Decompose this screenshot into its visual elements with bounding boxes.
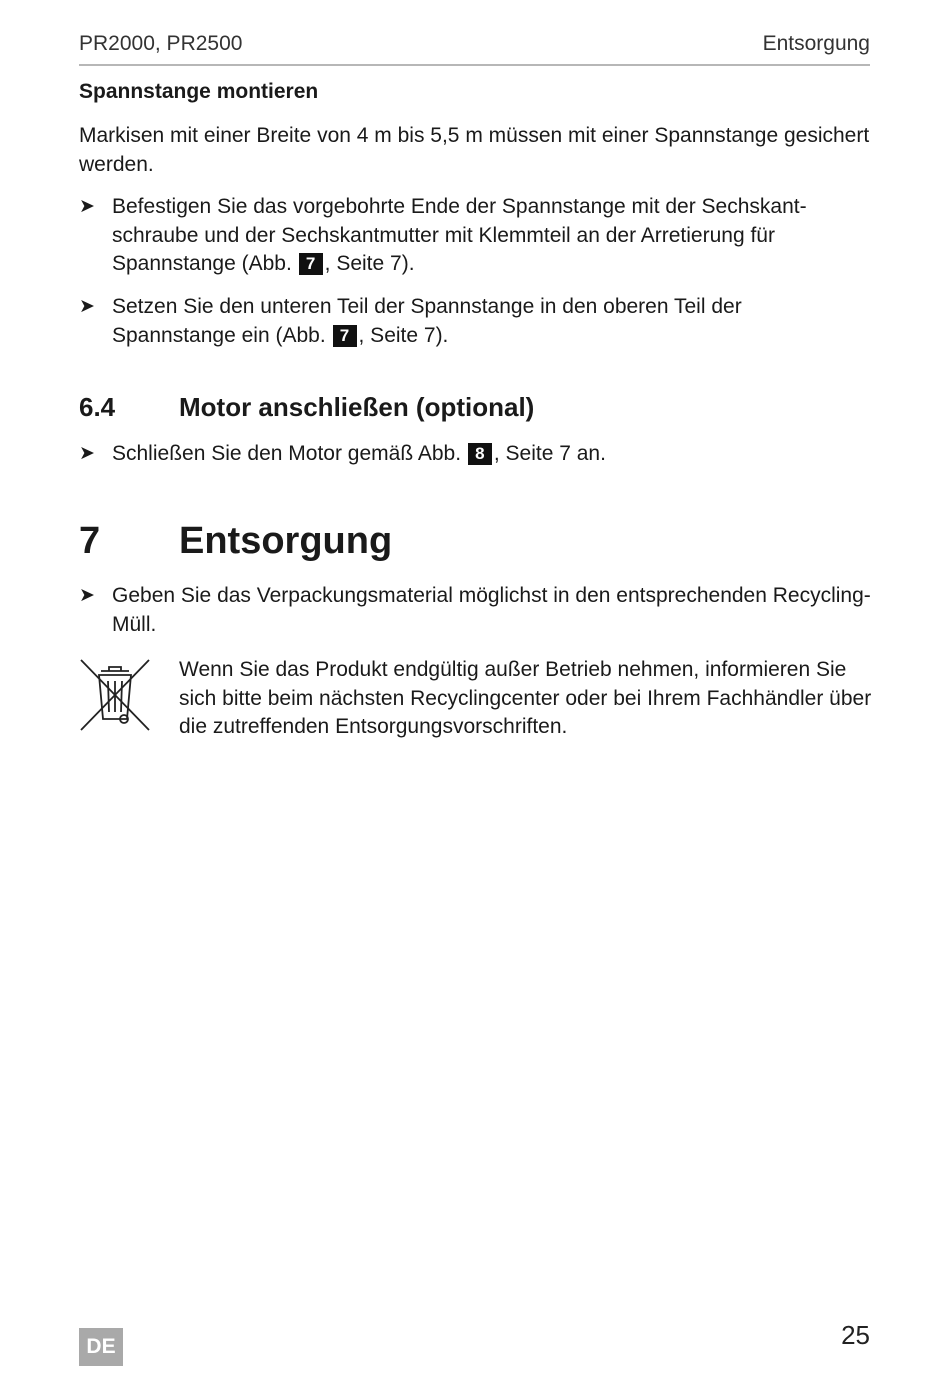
section-number: 6.4 (79, 392, 116, 422)
running-header (79, 30, 870, 66)
step-text: Setzen Sie den unteren Teil der Spannstange in den oberen Teil der Spannstange ein (Abb. (112, 295, 742, 347)
disposal-notice: Wenn Sie das Produkt endgültig außer Betrieb nehmen, informieren Sie sich bitte beim nächsten Recyclingcenter oder bei Ihrem Fachhändler über die zutreffenden Entsorgungsvorschriften. (179, 658, 872, 738)
bullet-arrow-icon: ➤ (79, 585, 95, 606)
step-text: Befestigen Sie das vorgebohrte Ende der Spannstange mit der Sechskant-schraube und der Sechskantmutter mit Klemmteil an der Arretierung für Spannstange (Abb. (112, 195, 807, 275)
crossed-out-wheelie-bin-icon (79, 658, 151, 732)
section-heading (79, 392, 534, 423)
section-title: Motor anschließen (optional) (179, 392, 535, 422)
bullet-arrow-icon: ➤ (79, 443, 95, 464)
step-text-tail: , Seite 7). (358, 323, 449, 347)
figure-ref-badge: 8 (468, 443, 492, 465)
header-chapter: Entsorgung (762, 32, 870, 55)
language-badge: DE (79, 1328, 123, 1366)
bullet-arrow-icon: ➤ (79, 196, 95, 217)
header-product: PR2000, PR2500 (79, 32, 243, 55)
figure-ref-badge: 7 (299, 253, 323, 275)
step-text: Schließen Sie den Motor gemäß Abb. (112, 442, 462, 465)
step-text: Geben Sie das Verpackungsmaterial möglichst in den entsprechenden Recycling-Müll. (112, 584, 871, 636)
figure-ref-badge: 7 (333, 325, 357, 347)
chapter-heading (79, 520, 392, 563)
step-text-tail: , Seite 7 an. (493, 442, 606, 465)
chapter-title: Entsorgung (179, 520, 393, 562)
page-number: 25 (841, 1320, 870, 1350)
list-item (79, 193, 871, 279)
bullet-arrow-icon: ➤ (79, 296, 95, 317)
list-item (79, 293, 871, 350)
chapter-number: 7 (79, 520, 101, 562)
subsection-title: Spannstange montieren (79, 80, 319, 103)
list-item (79, 440, 871, 469)
list-item (79, 582, 871, 639)
step-text-tail: , Seite 7). (324, 252, 415, 275)
intro-paragraph: Markisen mit einer Breite von 4 m bis 5,5 m müssen mit einer Spannstange gesichert werden. (79, 124, 870, 176)
